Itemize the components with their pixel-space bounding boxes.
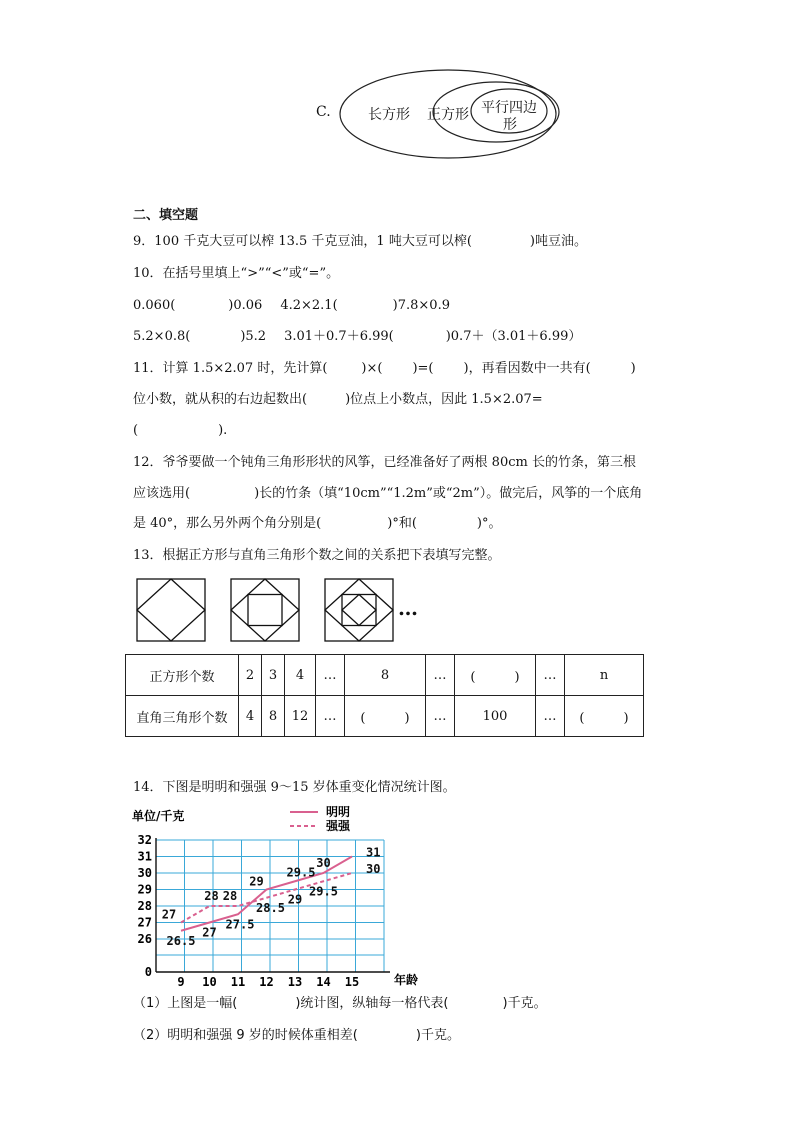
- q10-r1b: )0.06: [228, 298, 263, 313]
- data-label: 31: [366, 845, 381, 860]
- question-11-line-1: [133, 361, 636, 377]
- data-label: 30: [366, 862, 381, 876]
- q14-sub2-text-a: （2）明明和强强 9 岁的时候体重相差(: [133, 1028, 358, 1043]
- legend-label: 强强: [326, 819, 351, 833]
- table-cell: 100: [455, 696, 536, 737]
- y-tick-label: 31: [137, 849, 152, 864]
- y-tick-label: 27: [137, 915, 152, 930]
- q10-r2c: 3.01＋0.7＋6.99(: [284, 329, 394, 344]
- table-row: [126, 696, 644, 737]
- x-tick-label: 14: [316, 975, 331, 989]
- question-14-sub-1: [133, 996, 547, 1012]
- data-label: 29.5: [286, 865, 316, 880]
- q11-text-i: ).: [218, 423, 228, 438]
- x-tick-label: 9: [177, 975, 185, 989]
- q14-sub1-text-c: )千克。: [502, 996, 547, 1011]
- q11-text-a: 11．计算 1.5×2.07 时，先计算(: [133, 361, 328, 376]
- venn-middle-label: 正方形: [427, 107, 469, 123]
- table-cell: 2: [239, 655, 262, 696]
- square-pattern-figures: [133, 575, 433, 645]
- y-axis-title: 单位/千克: [132, 809, 185, 823]
- y-tick-label: 30: [137, 866, 152, 880]
- figure-3-squares: [231, 579, 299, 641]
- q14-sub1-text-a: （1）上图是一幅(: [133, 996, 238, 1011]
- q11-text-h: (: [133, 423, 139, 438]
- data-label: 27.5: [225, 917, 255, 932]
- q11-text-f: 位小数，就从积的右边起数出(: [133, 392, 308, 407]
- table-cell: n: [565, 655, 644, 696]
- q10-r1a: 0.060(: [133, 298, 176, 313]
- venn-option-prefix: C.: [316, 104, 331, 120]
- q12-text-a: 应该选用(: [133, 486, 191, 501]
- question-10-row-1: [133, 298, 450, 314]
- table-cell: 8: [345, 655, 426, 696]
- row-label-squares: 正方形个数: [126, 655, 239, 696]
- figure-2-squares: [137, 579, 205, 641]
- question-13-stem: 13．根据正方形与直角三角形个数之间的关系把下表填写完整。: [133, 548, 501, 563]
- table-cell-blank[interactable]: ( ): [345, 696, 426, 737]
- table-cell: 4: [285, 655, 316, 696]
- data-label: 28: [222, 889, 238, 903]
- question-12-line-2: [133, 486, 642, 502]
- table-row: [126, 655, 644, 696]
- q14-sub1-text-b: )统计图，纵轴每一格代表(: [295, 996, 449, 1011]
- legend-label: 明明: [326, 805, 351, 819]
- table-cell: …: [316, 696, 345, 737]
- pattern-ellipsis: …: [398, 596, 416, 620]
- x-tick-label: 13: [287, 975, 303, 989]
- y-tick-label: 28: [137, 899, 152, 913]
- data-label: 29: [287, 892, 303, 907]
- q9-text-before: 9．100 千克大豆可以榨 13.5 千克豆油，1 吨大豆可以榨(: [133, 234, 472, 249]
- q10-r2d: )0.7＋（3.01＋6.99）: [445, 329, 582, 344]
- table-cell: 12: [285, 696, 316, 737]
- q11-text-c: )=(: [412, 361, 434, 376]
- question-12-line-3: [133, 516, 501, 532]
- y-tick-label: 32: [137, 833, 152, 847]
- section-title: 二、填空题: [133, 208, 199, 223]
- table-cell: …: [316, 655, 345, 696]
- q12-text-e: )°。: [476, 516, 502, 531]
- x-tick-label: 11: [230, 975, 246, 989]
- data-label: 30: [316, 856, 331, 870]
- data-label: 28: [204, 889, 219, 903]
- q10-r1d: )7.8×0.9: [392, 298, 450, 313]
- table-cell: …: [536, 655, 565, 696]
- q12-text-d: )°和(: [387, 516, 417, 531]
- q9-text-after: )吨豆油。: [529, 234, 587, 249]
- y-tick-label: 26: [137, 932, 152, 946]
- question-10-row-2: [133, 329, 581, 345]
- x-tick-label: 10: [202, 975, 217, 989]
- question-11-line-3: [133, 423, 227, 439]
- y-tick-label: 29: [137, 882, 152, 897]
- q11-text-b: )×(: [361, 361, 383, 376]
- table-cell: 4: [239, 696, 262, 737]
- data-label: 27: [202, 925, 217, 940]
- question-12-line-1: 12．爷爷要做一个钝角三角形形状的风筝，已经准备好了两根 80cm 长的竹条，第三根: [133, 455, 636, 470]
- question-14-stem: 14．下图是明明和强强 9～15 岁体重变化情况统计图。: [133, 780, 456, 795]
- q11-text-g: )位点上小数点，因此 1.5×2.07=: [345, 392, 543, 407]
- question-14-sub-2: [133, 1028, 460, 1044]
- table-cell: 3: [262, 655, 285, 696]
- table-cell-blank[interactable]: ( ): [455, 655, 536, 696]
- q12-text-b: )长的竹条（填“10cm”“1.2m”或“2m”）。做完后，风筝的一个底角: [254, 486, 643, 501]
- q14-sub2-text-b: )千克。: [415, 1028, 460, 1043]
- table-cell: …: [426, 696, 455, 737]
- weight-line-chart: [130, 800, 419, 990]
- venn-inner-label-2: 形: [503, 117, 517, 133]
- table-cell: …: [426, 655, 455, 696]
- venn-inner-label-1: 平行四边: [481, 100, 537, 116]
- q10-r1c: 4.2×2.1(: [280, 298, 338, 313]
- figure-4-squares: [325, 579, 393, 641]
- table-cell: …: [536, 696, 565, 737]
- question-10-stem: 10．在括号里填上“>”“<”或“=”。: [133, 266, 340, 281]
- question-9: [133, 234, 587, 250]
- y-tick-label: 0: [144, 965, 152, 979]
- table-cell-blank[interactable]: ( ): [565, 696, 644, 737]
- x-tick-label: 12: [259, 975, 274, 989]
- question-11-line-2: [133, 392, 543, 408]
- row-label-triangles: 直角三角形个数: [126, 696, 239, 737]
- data-label: 27: [161, 907, 177, 922]
- data-label: 28.5: [256, 900, 285, 915]
- x-tick-label: 15: [344, 975, 360, 989]
- table-cell: 8: [262, 696, 285, 737]
- q10-r2b: )5.2: [240, 329, 267, 344]
- x-axis-title: 年龄: [394, 973, 419, 987]
- data-label: 29: [249, 874, 264, 889]
- data-label: 26.5: [166, 933, 196, 948]
- q11-text-e: ): [630, 361, 636, 376]
- q11-text-d: )，再看因数中一共有(: [463, 361, 591, 376]
- q12-text-c: 是 40°，那么另外两个角分别是(: [133, 516, 322, 531]
- venn-outer-label: 长方形: [368, 107, 410, 123]
- square-triangle-table: [125, 654, 644, 737]
- data-label: 29.5: [309, 884, 338, 899]
- q10-r2a: 5.2×0.8(: [133, 329, 191, 344]
